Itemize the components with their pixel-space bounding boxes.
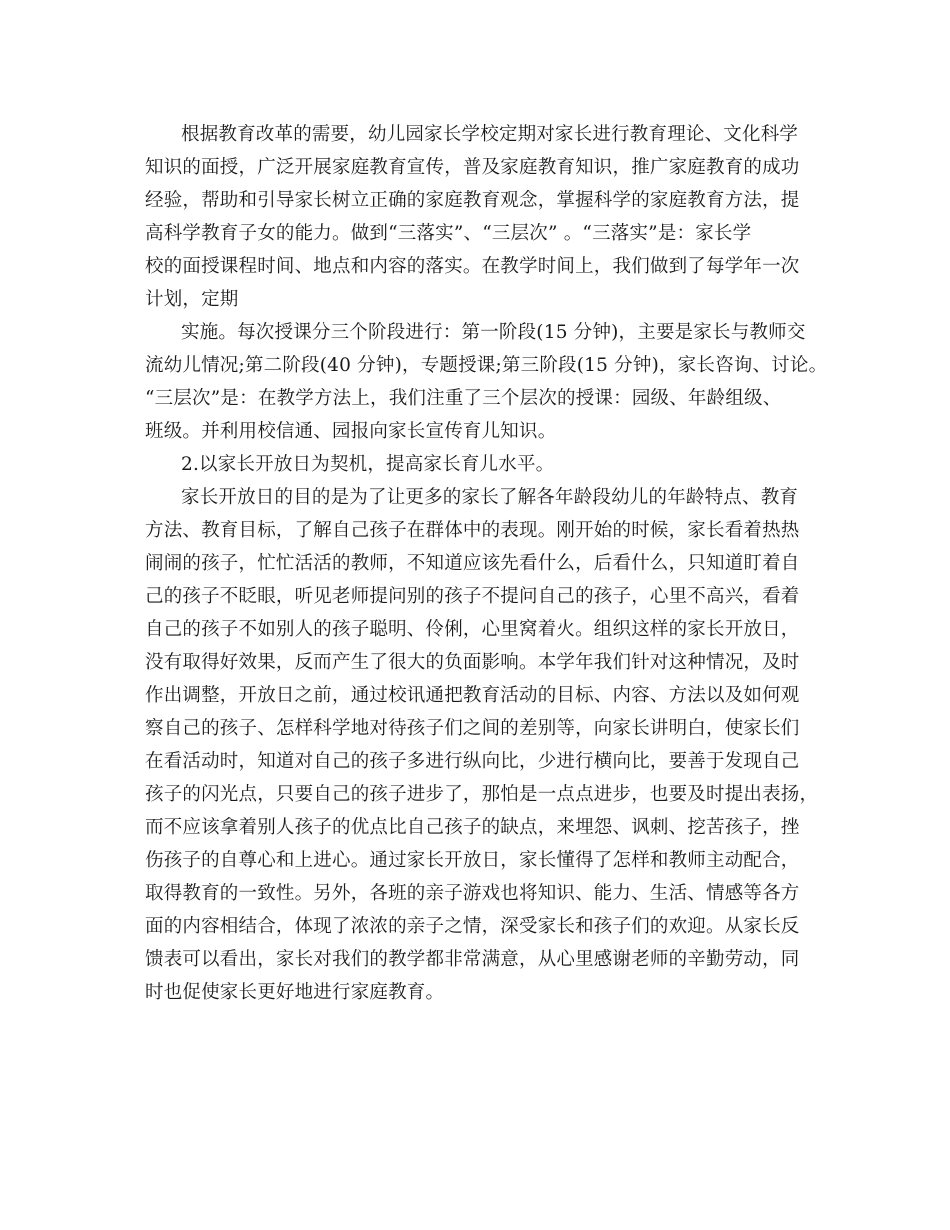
text-line: 己的孩子不眨眼，听见老师提问别的孩子不提问自己的孩子，心里不高兴，看着	[145, 586, 800, 607]
text-line: 自己的孩子不如别人的孩子聪明、伶俐，心里窝着火。组织这样的家长开放日，	[145, 619, 800, 640]
section-heading: 2.以家长开放日为契机，提高家长育儿水平。	[181, 454, 555, 475]
text-line: 知识的面授，广泛开展家庭教育宣传，普及家庭教育知识，推广家庭教育的成功	[145, 157, 800, 178]
text-line: 高科学教育子女的能力。做到“三落实”、“三层次” 。“三落实”是：家长学	[145, 223, 752, 244]
text-line: 校的面授课程时间、地点和内容的落实。在教学时间上，我们做到了每学年一次	[145, 256, 800, 277]
text-line: 根据教育改革的需要，幼儿园家长学校定期对家长进行教育理论、文化科学	[181, 124, 799, 145]
text-line: 班级。并利用校信通、园报向家长宣传育儿知识。	[145, 421, 557, 442]
text-line: 闹闹的孩子，忙忙活活的教师，不知道应该先看什么，后看什么，只知道盯着自	[145, 553, 800, 574]
text-line: 时也促使家长更好地进行家庭教育。	[145, 982, 445, 1003]
text-line: 没有取得好效果，反而产生了很大的负面影响。本学年我们针对这种情况，及时	[145, 652, 800, 673]
text-line: “三层次”是：在教学方法上，我们注重了三个层次的授课：园级、年龄组级、	[145, 388, 782, 409]
text-line: 伤孩子的自尊心和上进心。通过家长开放日，家长懂得了怎样和教师主动配合，	[145, 850, 800, 871]
text-line: 方法、教育目标，了解自己孩子在群体中的表现。刚开始的时候，家长看着热热	[145, 520, 800, 541]
text-line: 孩子的闪光点，只要自己的孩子进步了，那怕是一点点进步，也要及时提出表扬，	[145, 784, 819, 805]
text-line: 而不应该拿着别人孩子的优点比自己孩子的缺点，来埋怨、讽刺、挖苦孩子，挫	[145, 817, 800, 838]
text-line: 取得教育的一致性。另外，各班的亲子游戏也将知识、能力、生活、情感等各方	[145, 883, 800, 904]
text-line: 作出调整，开放日之前，通过校讯通把教育活动的目标、内容、方法以及如何观	[145, 685, 800, 706]
text-line: 家长开放日的目的是为了让更多的家长了解各年龄段幼儿的年龄特点、教育	[181, 487, 799, 508]
text-line: 在看活动时，知道对自己的孩子多进行纵向比，少进行横向比，要善于发现自己	[145, 751, 800, 772]
text-line: 实施。每次授课分三个阶段进行：第一阶段(15 分钟)，主要是家长与教师交	[181, 322, 806, 343]
text-line: 计划，定期	[145, 289, 239, 310]
text-line: 馈表可以看出，家长对我们的教学都非常满意，从心里感谢老师的辛勤劳动，同	[145, 949, 800, 970]
text-line: 察自己的孩子、怎样科学地对待孩子们之间的差别等，向家长讲明白，使家长们	[145, 718, 800, 739]
text-line: 面的内容相结合，体现了浓浓的亲子之情，深受家长和孩子们的欢迎。从家长反	[145, 916, 800, 937]
document-body	[145, 118, 828, 1009]
text-line: 经验，帮助和引导家长树立正确的家庭教育观念，掌握科学的家庭教育方法，提	[145, 190, 800, 211]
text-line: 流幼儿情况;第二阶段(40 分钟)，专题授课;第三阶段(15 分钟)，家长咨询、讨论。	[145, 355, 828, 376]
